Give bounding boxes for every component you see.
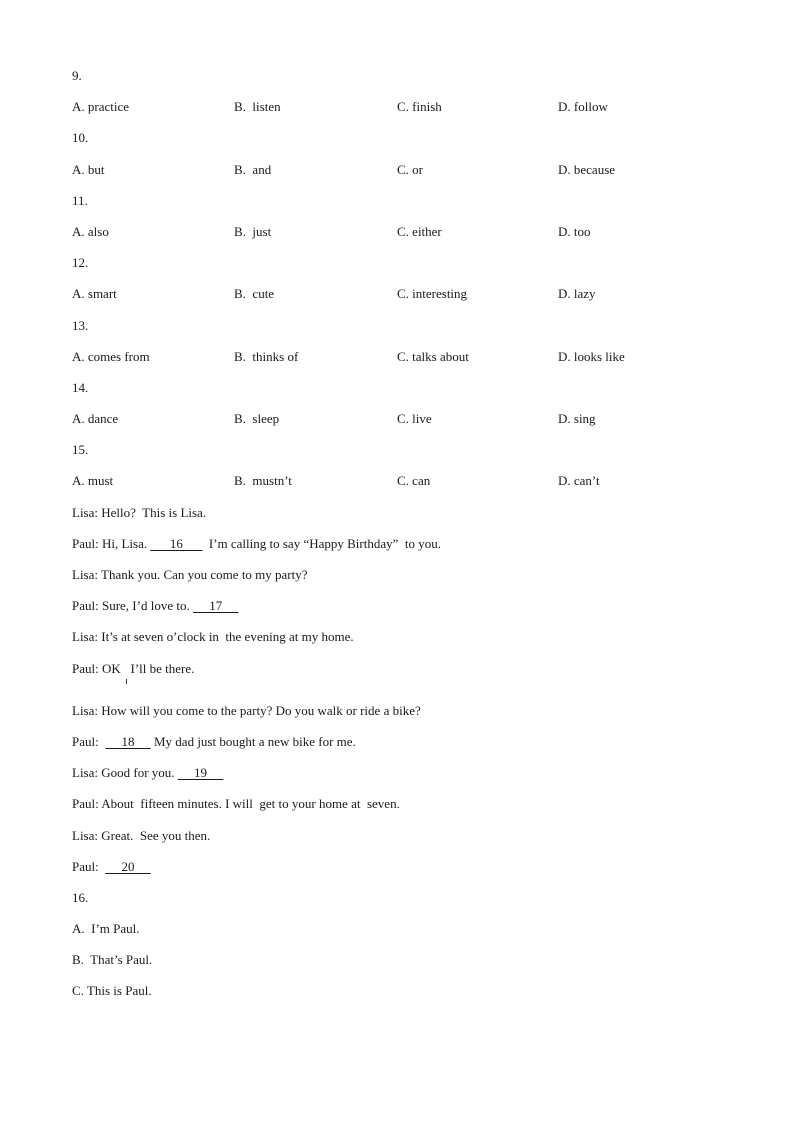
question-number — [72, 379, 722, 410]
dialogue-text: Paul: — [72, 858, 106, 874]
dialogue-line — [72, 597, 722, 628]
dialogue-line — [72, 733, 722, 764]
question-number — [72, 317, 722, 348]
dialogue-line: Lisa: Great. See you then. — [72, 827, 211, 843]
question-9-number: 9. — [72, 68, 82, 83]
question-14-number: 14. — [72, 379, 89, 395]
blank-19[interactable]: 19 — [177, 765, 224, 781]
question-13-number: 13. — [72, 317, 89, 333]
question-number — [72, 441, 722, 472]
option-b[interactable]: B. cute — [234, 286, 275, 302]
option-d[interactable]: D. can’t — [558, 473, 600, 489]
dialogue-line: Lisa: Hello? This is Lisa. — [72, 504, 207, 520]
options-row-12 — [72, 285, 722, 316]
question-number — [72, 889, 722, 920]
option-c[interactable]: C. finish — [397, 99, 442, 115]
option-c[interactable]: C. live — [397, 411, 432, 427]
option-b[interactable]: B. mustn’t — [234, 473, 292, 489]
option-d[interactable]: D. follow — [558, 99, 608, 115]
blank-18[interactable]: 18 — [105, 733, 151, 749]
dialogue-text: Paul: Hi, Lisa. — [72, 535, 151, 551]
spacer — [72, 691, 722, 702]
option-c[interactable]: C. This is Paul. — [72, 983, 152, 999]
option-a[interactable]: A. dance — [72, 411, 119, 427]
dialogue-line — [72, 858, 722, 889]
option-a[interactable]: A. must — [72, 473, 114, 489]
dialogue-line — [72, 535, 722, 566]
options-row-13 — [72, 348, 722, 379]
option-a[interactable]: A. practice — [72, 99, 130, 115]
question-16-number: 16. — [72, 889, 89, 905]
dialogue-text: Paul: OK I’ll be there. — [72, 660, 195, 676]
option-a[interactable]: A. smart — [72, 286, 117, 302]
option-b[interactable]: B. thinks of — [234, 348, 299, 364]
option-b[interactable]: B. sleep — [234, 411, 280, 427]
options-row-14 — [72, 410, 722, 441]
question-12-number: 12. — [72, 255, 89, 271]
dialogue-text: My dad just bought a new bike for me. — [150, 733, 356, 749]
option-b[interactable]: B. That’s Paul. — [72, 952, 153, 968]
option-c[interactable]: C. can — [397, 473, 431, 489]
option-a[interactable]: A. but — [72, 161, 105, 177]
option-a[interactable]: A. I’m Paul. — [72, 921, 140, 937]
option-c[interactable]: C. talks about — [397, 348, 469, 364]
option-a[interactable]: A. comes from — [72, 348, 150, 364]
option-d[interactable]: D. looks like — [558, 348, 625, 364]
dialogue-line: Paul: About fifteen minutes. I will get to your home at seven. — [72, 796, 400, 812]
option-c[interactable]: C. interesting — [397, 286, 468, 302]
dialogue-line — [72, 660, 722, 691]
dialogue-line: Lisa: Thank you. Can you come to my party? — [72, 567, 308, 582]
blank-20[interactable]: 20 — [105, 858, 151, 874]
options-row-11 — [72, 223, 722, 254]
question-11-number: 11. — [72, 192, 88, 208]
exercise-content — [72, 67, 722, 1014]
option-b[interactable]: B. just — [234, 223, 272, 239]
option-d[interactable]: D. too — [558, 223, 591, 239]
options-row-10 — [72, 161, 722, 192]
dialogue-text: I’m calling to say “Happy Birthday” to you. — [202, 535, 441, 551]
option-c[interactable]: C. or — [397, 161, 423, 177]
question-number — [72, 67, 722, 98]
question-number — [72, 129, 722, 160]
dialogue-text: Lisa: Good for you. — [72, 765, 178, 781]
options-row-15 — [72, 472, 722, 503]
blank-17[interactable]: 17 — [192, 598, 239, 614]
dialogue-text: Paul: — [72, 733, 106, 749]
dialogue-line — [72, 764, 722, 795]
dialogue-line: Lisa: How will you come to the party? Do you walk or ride a bike? — [72, 702, 421, 718]
question-number — [72, 254, 722, 285]
option-d[interactable]: D. because — [558, 161, 616, 177]
option-d[interactable]: D. lazy — [558, 286, 596, 302]
question-15-number: 15. — [72, 442, 89, 458]
option-c[interactable]: C. either — [397, 223, 442, 239]
stray-mark — [126, 679, 127, 684]
question-10-number: 10. — [72, 130, 89, 146]
option-b[interactable]: B. listen — [234, 99, 281, 115]
option-d[interactable]: D. sing — [558, 411, 596, 427]
blank-16[interactable]: 16 — [150, 535, 203, 551]
option-b[interactable]: B. and — [234, 161, 272, 177]
options-row-9 — [72, 98, 722, 129]
option-a[interactable]: A. also — [72, 223, 109, 239]
dialogue-text: Paul: Sure, I’d love to. — [72, 598, 193, 614]
dialogue-line: Lisa: It’s at seven o’clock in the evening at my home. — [72, 629, 354, 645]
question-number — [72, 192, 722, 223]
